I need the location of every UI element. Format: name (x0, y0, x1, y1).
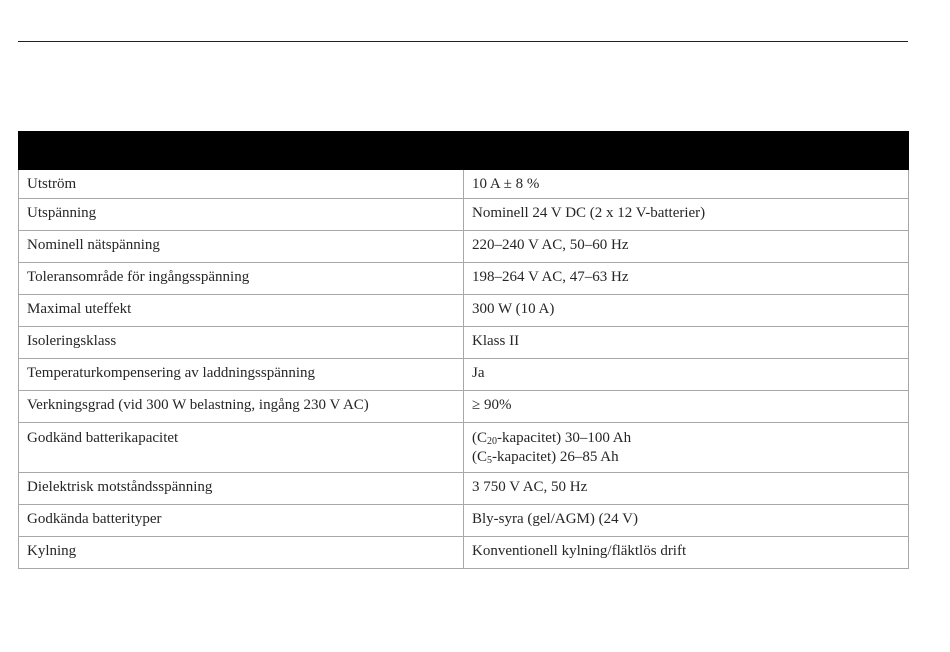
table-row (19, 263, 909, 295)
param-cell: Toleransområde för ingångsspänning (19, 263, 464, 295)
table-row (19, 295, 909, 327)
value-cell: 3 750 V AC, 50 Hz (464, 473, 909, 505)
capacity-subscript: 20 (487, 436, 497, 447)
capacity-prefix: (C (472, 449, 487, 465)
value-cell (464, 423, 909, 473)
param-cell: Temperaturkompensering av laddningsspänning (19, 359, 464, 391)
value-cell: 10 A ± 8 % (464, 170, 909, 199)
value-cell: Nominell 24 V DC (2 x 12 V-batterier) (464, 199, 909, 231)
top-rule (18, 41, 908, 42)
param-cell: Godkänd batterikapacitet (19, 423, 464, 473)
table-row (19, 537, 909, 569)
capacity-line-c5 (472, 448, 900, 467)
value-cell: Klass II (464, 327, 909, 359)
table-row (19, 327, 909, 359)
specifications-table (18, 131, 909, 569)
value-cell: ≥ 90% (464, 391, 909, 423)
value-cell: Konventionell kylning/fläktlös drift (464, 537, 909, 569)
param-cell: Utspänning (19, 199, 464, 231)
param-cell: Nominell nätspänning (19, 231, 464, 263)
value-cell: 300 W (10 A) (464, 295, 909, 327)
param-cell: Maximal uteffekt (19, 295, 464, 327)
value-cell: Bly-syra (gel/AGM) (24 V) (464, 505, 909, 537)
table-row (19, 423, 909, 473)
capacity-suffix: -kapacitet) 30–100 Ah (497, 430, 632, 446)
param-cell: Kylning (19, 537, 464, 569)
table-row (19, 391, 909, 423)
value-cell: Ja (464, 359, 909, 391)
param-cell: Godkända batterityper (19, 505, 464, 537)
param-cell: Verkningsgrad (vid 300 W belastning, ingång 230 V AC) (19, 391, 464, 423)
capacity-prefix: (C (472, 430, 487, 446)
table-row (19, 170, 909, 199)
table-row (19, 231, 909, 263)
param-cell: Dielektrisk motståndsspänning (19, 473, 464, 505)
param-cell: Utström (19, 170, 464, 199)
value-cell: 198–264 V AC, 47–63 Hz (464, 263, 909, 295)
table-row (19, 473, 909, 505)
table-row (19, 505, 909, 537)
table-header-row (19, 132, 909, 170)
table-row (19, 359, 909, 391)
capacity-subscript: 5 (487, 455, 492, 466)
capacity-line-c20 (472, 429, 900, 448)
value-cell: 220–240 V AC, 50–60 Hz (464, 231, 909, 263)
param-cell: Isoleringsklass (19, 327, 464, 359)
table-row (19, 199, 909, 231)
capacity-suffix: -kapacitet) 26–85 Ah (492, 449, 619, 465)
table-header-bar (19, 132, 909, 170)
